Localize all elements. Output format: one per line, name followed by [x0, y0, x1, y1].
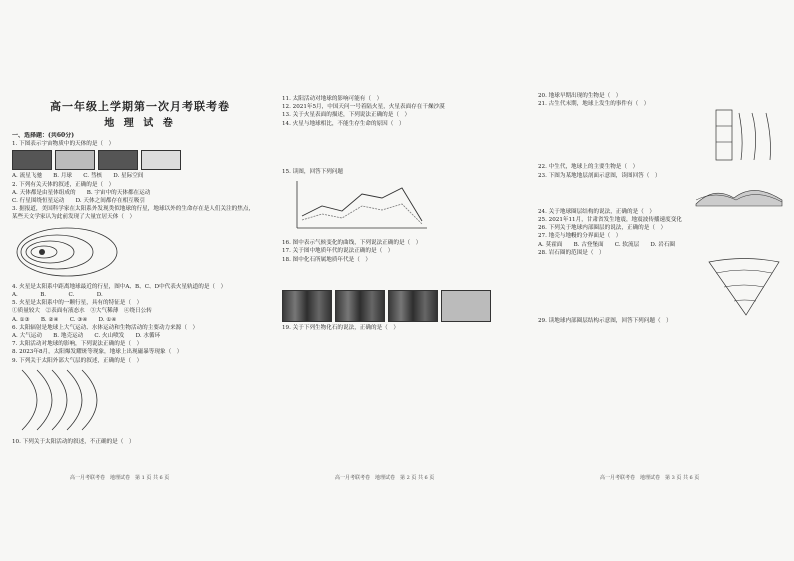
page-footer-2: 高一月考联考卷 地理试卷 第 2 页 共 6 页 — [335, 475, 435, 481]
orbit-diagram — [12, 222, 142, 280]
question-3: 3. 据报道，美国科学家在太阳系外发现类似地球的行星，地球以外的生命存在是人们关注的焦点，某些天文学家认为此前发现了大量宜居天体（ ） — [12, 206, 255, 221]
meteor-photo — [12, 150, 52, 170]
column-1 — [12, 132, 257, 512]
question-2-options-b: C. 行星围绕恒星运动 D. 天体之间都存在相互吸引 — [12, 198, 145, 205]
question-22: 22. 中生代，地球上的主要生物是（ ） — [538, 164, 639, 171]
column-3 — [538, 92, 784, 472]
question-5: 5. 火星是太阳系中的一颗行星，具有的特征是（ ） — [12, 300, 143, 307]
question-1-images — [12, 150, 257, 170]
question-28: 28. 岩石圈的范围是（ ） — [538, 249, 605, 256]
fossil-photo-3 — [388, 290, 438, 322]
comet-photo — [98, 150, 138, 170]
question-14: 14. 火星与地球相比，不能生存生命的原因（ ） — [282, 120, 405, 127]
space-photo — [141, 150, 181, 170]
exam-title: 高一年级上学期第一次月考联考卷 — [50, 100, 230, 113]
question-13: 13. 关于火星表面的描述，下列说法正确的是（ ） — [282, 112, 411, 119]
question-26: 26. 下列关于地球内部圈层的说法，正确的是（ ） — [538, 225, 667, 232]
question-6: 6. 太阳辐射是地球上大气运动、水体运动和生物活动的主要动力来源（ ） — [12, 324, 199, 331]
question-2-options-a: A. 天体都是由星体组成的 B. 宇宙中的天体都在运动 — [12, 189, 151, 196]
section-heading: 一、选择题：(共60分) — [12, 132, 75, 139]
question-11: 11. 太阳活动对地球的影响可能有（ ） — [282, 96, 383, 102]
question-18: 18. 图中化石所属地质年代是（ ） — [282, 256, 371, 263]
question-6-options: A. 大气运动 B. 地壳运动 C. 火山喷发 D. 水循环 — [12, 333, 161, 340]
question-4: 4. 火星是太阳系中距离地球最近的行星，图中A、B、C、D中代表火星轨道的是（ ） — [12, 283, 227, 290]
column-2 — [282, 95, 527, 475]
fossil-images — [282, 290, 527, 322]
page-footer-1: 高一月考联考卷 地理试卷 第 1 页 共 6 页 — [70, 475, 170, 481]
question-27: 27. 地壳与地幔的分界面是（ ） — [538, 233, 622, 240]
exam-subtitle: 地 理 试 卷 — [104, 118, 176, 129]
question-25: 25. 2021年11月，甘肃省发生地震，地震波传播速度变化 — [538, 217, 682, 224]
fossil-photo-2 — [335, 290, 385, 322]
climate-line-chart — [282, 176, 432, 236]
question-7: 7. 太阳活动对地球的影响，下列说法正确的是（ ） — [12, 341, 143, 348]
moon-photo — [55, 150, 95, 170]
question-4-options: A. B. C. D. — [12, 292, 103, 299]
fossil-photo-4 — [441, 290, 491, 322]
question-29: 29. 读地球内部圈层结构示意图，回答下列问题（ ） — [538, 318, 672, 325]
question-12: 12. 2021年5月，中国天问一号着陆火星，火星表面存在干燥沙漠 — [282, 104, 445, 111]
earth-atmosphere-diagram — [12, 365, 132, 435]
question-5-options: A. ①③ B. ②④ C. ③④ D. ①④ — [12, 316, 117, 323]
question-16: 16. 图中表示气候变化的曲线，下列说法正确的是（ ） — [282, 240, 422, 247]
question-23: 23. 下图为某地地层剖面示意图，读图回答（ ） — [538, 172, 661, 179]
page-footer-3: 高一月考联考卷 地理试卷 第 3 页 共 6 页 — [600, 475, 700, 481]
question-17: 17. 关于图中地质年代的说法正确的是（ ） — [282, 248, 394, 255]
question-21: 21. 古生代末期，地球上发生的事件有（ ） — [538, 101, 650, 108]
strata-profile-diagram — [694, 180, 784, 208]
question-9: 9. 下列关于太阳外部大气层的叙述，正确的是（ ） — [12, 357, 143, 364]
question-5-statements: ①质量较大 ②表面有液态水 ③大气稀薄 ④绕日公转 — [12, 308, 152, 315]
fossil-photo-1 — [282, 290, 332, 322]
earth-interior-diagram — [704, 257, 784, 317]
geologic-column-diagram — [714, 108, 784, 163]
question-20: 20. 地球早期出现的生物是（ ） — [538, 93, 622, 99]
question-24: 24. 关于地球圈层结构的说法，正确的是（ ） — [538, 208, 655, 215]
question-2: 2. 下列有关天体的叙述，正确的是（ ） — [12, 181, 115, 188]
question-8: 8. 2023年8月，太阳爆发耀斑等现象，地球上出现磁暴等现象（ ） — [12, 349, 183, 356]
question-15: 15. 读图，回答下列问题 — [282, 168, 344, 175]
question-19: 19. 关于下列生物化石的说法，正确的是（ ） — [282, 324, 399, 331]
question-1: 1. 下图表示宇宙物质中的天体的是（ ） — [12, 141, 115, 148]
question-27-options: A. 莫霍面 B. 古登堡面 C. 软流层 D. 岩石圈 — [538, 241, 676, 248]
question-10: 10. 下列关于太阳活动的叙述，不正确的是（ ） — [12, 439, 135, 446]
question-1-options: A. 流星飞驰 B. 月球 C. 彗核 D. 星际空间 — [12, 173, 144, 180]
